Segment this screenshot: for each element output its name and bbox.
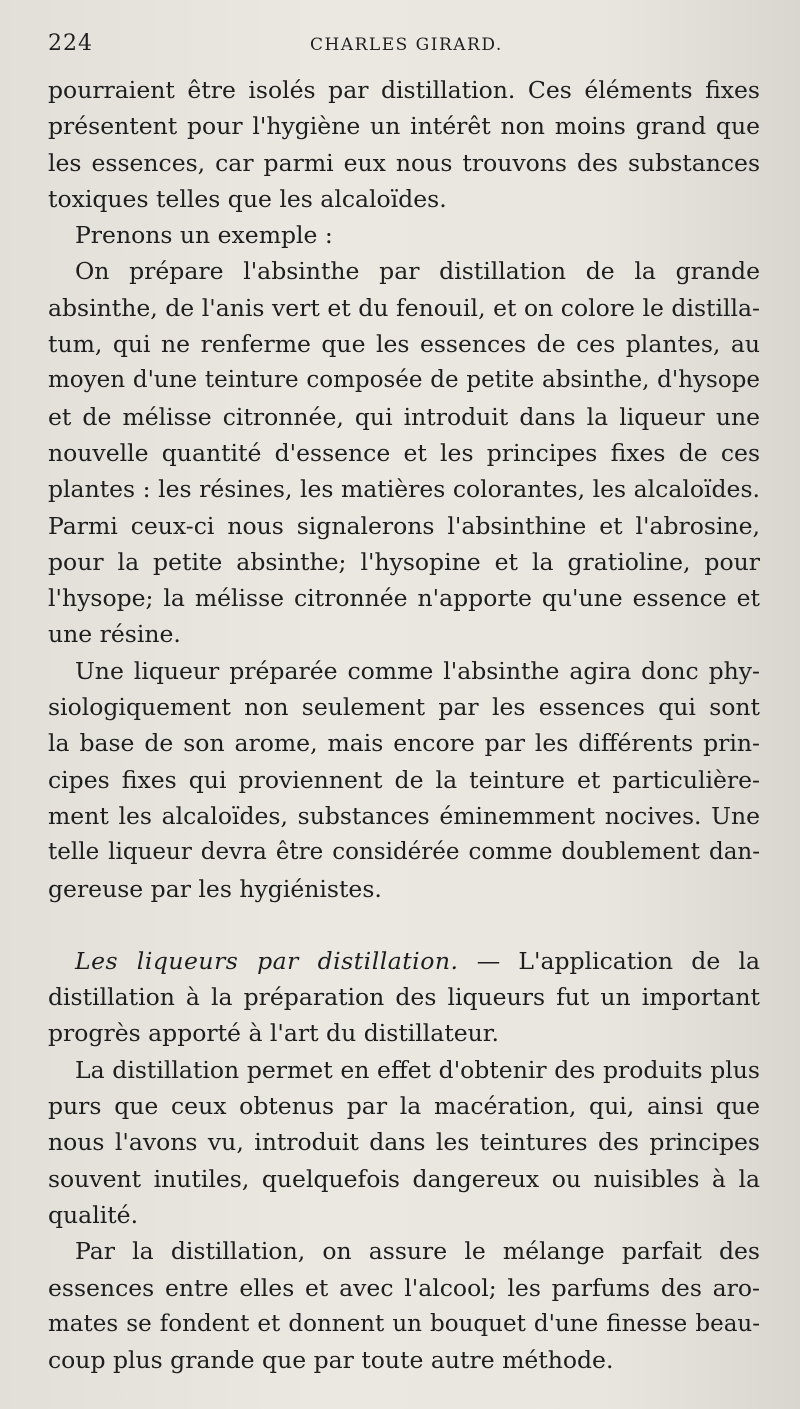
text-line: la base de son arome, mais encore par les différents prin- <box>48 729 760 758</box>
running-head-author: CHARLES GIRARD. <box>310 35 503 55</box>
section-lead-text: — L'application de la <box>458 946 760 975</box>
paragraph <box>48 943 760 1052</box>
text-line: telle liqueur devra être considérée comme doublement dan- <box>48 839 760 866</box>
text-line: Parmi ceux-ci nous signalerons l'absinthine et l'abrosine, <box>48 511 760 540</box>
text-line: toxiques telles que les alcaloïdes. <box>48 184 447 213</box>
text-line: La distillation permet en effet d'obtenir des produits plus <box>75 1055 760 1084</box>
paragraph <box>48 253 760 652</box>
text-line: Prenons un exemple : <box>75 221 333 250</box>
paragraph <box>48 72 760 217</box>
text-line: Une liqueur préparée comme l'absinthe agira donc phy- <box>75 656 760 685</box>
text-line: purs que ceux obtenus par la macération, qui, ainsi que <box>48 1092 760 1121</box>
text-line: siologiquement non seulement par les essences qui sont <box>48 693 760 722</box>
text-line: souvent inutiles, quelquefois dangereux ou nuisibles à la <box>48 1164 760 1193</box>
text-line: essences entre elles et avec l'alcool; les parfums des aro- <box>48 1273 760 1302</box>
section-gap <box>48 907 760 943</box>
text-line: On prépare l'absinthe par distillation de la grande <box>75 257 760 286</box>
text-line: qualité. <box>48 1200 139 1229</box>
text-line: plantes : les résines, les matières colorantes, les alcaloïdes. <box>48 475 760 504</box>
paragraph <box>48 1052 760 1233</box>
text-line: présentent pour l'hygiène un intérêt non moins grand que <box>48 112 760 141</box>
text-line: mates se fondent et donnent un bouquet d'une finesse beau- <box>48 1310 760 1337</box>
text-line: les essences, car parmi eux nous trouvons des substances <box>48 148 760 177</box>
section-title: Les liqueurs par distillation. <box>75 946 459 975</box>
text-line: coup plus grande que par toute autre méthode. <box>48 1346 614 1375</box>
paragraph <box>48 653 760 907</box>
text-line: distillation à la préparation des liqueurs fut un important <box>48 983 760 1012</box>
text-line: et de mélisse citronnée, qui introduit dans la liqueur une <box>48 402 760 431</box>
page-number: 224 <box>48 31 93 56</box>
text-line: l'hysope; la mélisse citronnée n'apporte qu'une essence et <box>48 584 760 613</box>
text-line: pourraient être isolés par distillation. Ces éléments fixes <box>48 76 760 104</box>
text-line: gereuse par les hygiénistes. <box>48 874 382 903</box>
text-line: progrès apporté à l'art du distillateur. <box>48 1019 499 1048</box>
text-line: pour la petite absinthe; l'hysopine et la gratioline, pour <box>48 547 760 576</box>
text-line: Par la distillation, on assure le mélange parfait des <box>75 1237 760 1266</box>
text-line: nous l'avons vu, introduit dans les teintures des principes <box>48 1128 760 1157</box>
text-line: nouvelle quantité d'essence et les principes fixes de ces <box>48 438 760 467</box>
body-text <box>48 72 760 1378</box>
text-line: absinthe, de l'anis vert et du fenouil, et on colore le distilla- <box>48 293 760 322</box>
text-line <box>48 943 760 979</box>
running-head <box>48 31 758 61</box>
paragraph <box>48 217 760 253</box>
text-line: une résine. <box>48 620 181 649</box>
paragraph <box>48 1233 760 1378</box>
text-line: moyen d'une teinture composée de petite absinthe, d'hysope <box>48 367 760 394</box>
text-line: tum, qui ne renferme que les essences de ces plantes, au <box>48 330 760 359</box>
text-line: ment les alcaloïdes, substances éminemment nocives. Une <box>48 801 760 830</box>
text-line: cipes fixes qui proviennent de la teinture et particulière- <box>48 765 760 794</box>
